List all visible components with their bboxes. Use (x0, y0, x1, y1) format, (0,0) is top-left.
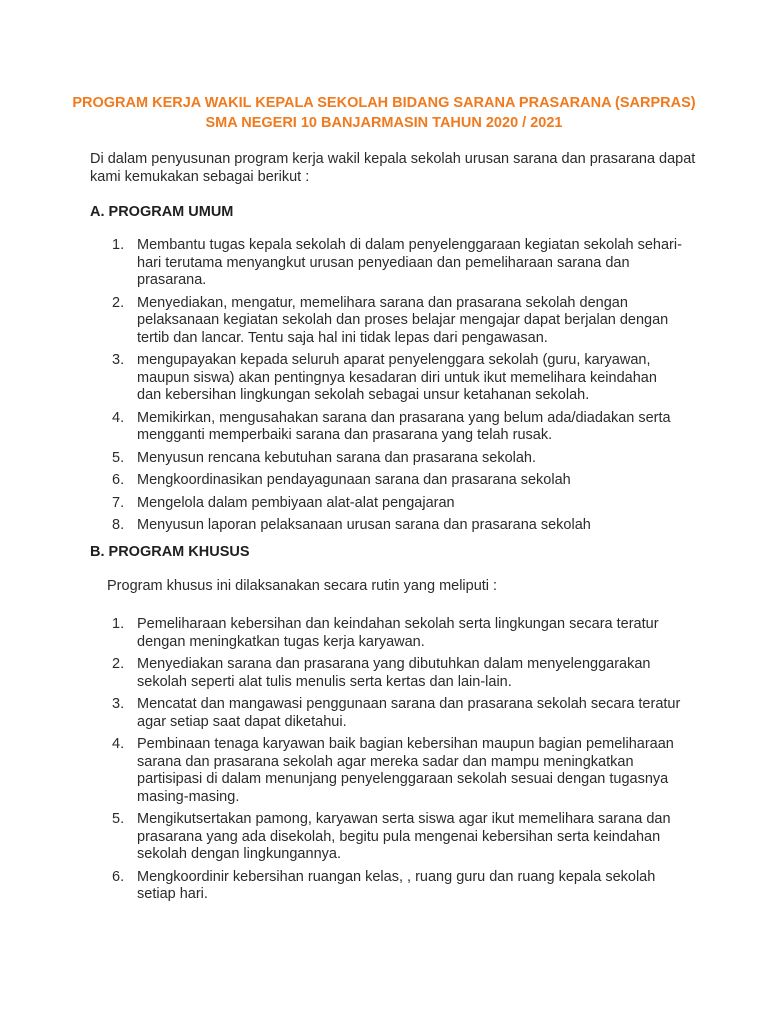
section-b-heading: B. PROGRAM KHUSUS (90, 544, 250, 560)
list-item (0, 517, 682, 535)
list-item (0, 237, 682, 290)
list-item-number: 4. (112, 736, 125, 752)
list-item-number: 6. (112, 472, 125, 488)
list-item (0, 656, 682, 691)
list-item-number: 4. (112, 409, 125, 426)
list-item (0, 495, 682, 513)
section-b-list (0, 616, 682, 909)
section-a-heading: A. PROGRAM UMUM (90, 204, 234, 220)
list-item-text: Mengikutsertakan pamong, karyawan serta siswa agar ikut memelihara sarana dan prasarana yang ada disekolah, begitu pula mengenai kebersihan serta keindahan sekolah dengan lingkungannya. (137, 811, 671, 862)
list-item-number: 1. (112, 237, 125, 253)
list-item (0, 410, 682, 445)
list-item-text: Menyusun laporan pelaksanaan urusan sarana dan prasarana sekolah (137, 517, 591, 533)
list-item (0, 472, 682, 490)
list-item-text: Mengkoordinir kebersihan ruangan kelas, , ruang guru dan ruang kepala sekolah setiap hari. (137, 868, 656, 902)
intro-paragraph: Di dalam penyusunan program kerja wakil kepala sekolah urusan sarana dan prasarana dapat kami kemukakan sebagai berikut : (90, 151, 696, 185)
list-item-text: Menyediakan, mengatur, memelihara sarana dan prasarana sekolah dengan pelaksanaan kegiatan sekolah dan proses belajar mengajar dapat berjalan dengan tertib dan lancar. Tentu saja hal ini tidak lepas dari pengawasan. (137, 294, 669, 346)
list-item-number: 5. (112, 449, 125, 466)
list-item-number: 5. (112, 811, 125, 827)
list-item-number: 2. (112, 294, 125, 311)
list-item-text: Pembinaan tenaga karyawan baik bagian kebersihan maupun bagian pemeliharaan sarana dan prasarana sekolah agar mereka sadar dan mampu meningkatkan partisipasi di dalam menunjang penyelenggaraan sekolah sesuai dengan tugasnya masing-masing. (137, 736, 674, 805)
list-item (0, 450, 682, 468)
list-item-text: Menyediakan sarana dan prasarana yang dibutuhkan dalam menyelenggarakan sekolah seperti alat tulis menulis serta kertas dan lain-lain. (137, 656, 651, 690)
list-item-text: Pemeliharaan kebersihan dan keindahan sekolah serta lingkungan secara teratur dengan meningkatkan tugas kerja karyawan. (137, 616, 659, 650)
list-item-number: 6. (112, 868, 125, 885)
list-item (0, 869, 682, 904)
list-item-number: 8. (112, 517, 125, 533)
list-item-text: Menyusun rencana kebutuhan sarana dan prasarana sekolah. (137, 449, 537, 466)
list-item-text: Mencatat dan mangawasi penggunaan sarana dan prasarana sekolah secara teratur agar setiap saat dapat diketahui. (137, 696, 681, 730)
list-item-text: Memikirkan, mengusahakan sarana dan prasarana yang belum ada/diadakan serta mengganti memperbaiki sarana dan prasarana yang telah rusak. (137, 409, 671, 443)
list-item (0, 616, 682, 651)
section-b-intro: Program khusus ini dilaksanakan secara rutin yang meliputi : (107, 578, 498, 594)
section-a-list (0, 237, 682, 540)
list-item (0, 736, 682, 806)
list-item-text: Mengkoordinasikan pendayagunaan sarana dan prasarana sekolah (137, 472, 571, 488)
list-item-number: 3. (112, 352, 125, 368)
list-item-number: 7. (112, 494, 125, 511)
list-item (0, 696, 682, 731)
list-item (0, 295, 682, 348)
list-item-number: 2. (112, 656, 125, 672)
list-item-number: 1. (112, 616, 125, 632)
list-item-number: 3. (112, 696, 125, 712)
list-item-text: Mengelola dalam pembiyaan alat-alat pengajaran (137, 494, 455, 511)
list-item-text: mengupayakan kepada seluruh aparat penyelenggara sekolah (guru, karyawan, maupun siswa) akan pentingnya kesadaran diri untuk ikut memelihara keindahan dan kebersihan lingkungan sekolah sebagai unsur ketahanan sekolah. (137, 352, 657, 403)
list-item (0, 811, 682, 864)
list-item-text: Membantu tugas kepala sekolah di dalam penyelenggaraan kegiatan sekolah sehari-hari terutama menyangkut urusan penyediaan dan pemeliharaan sarana dan prasarana. (137, 237, 682, 288)
document-title: PROGRAM KERJA WAKIL KEPALA SEKOLAH BIDANG SARANA PRASARANA (SARPRAS) SMA NEGERI 10 BANJARMASIN TAHUN 2020 / 2021 (72, 95, 696, 131)
list-item (0, 352, 682, 405)
